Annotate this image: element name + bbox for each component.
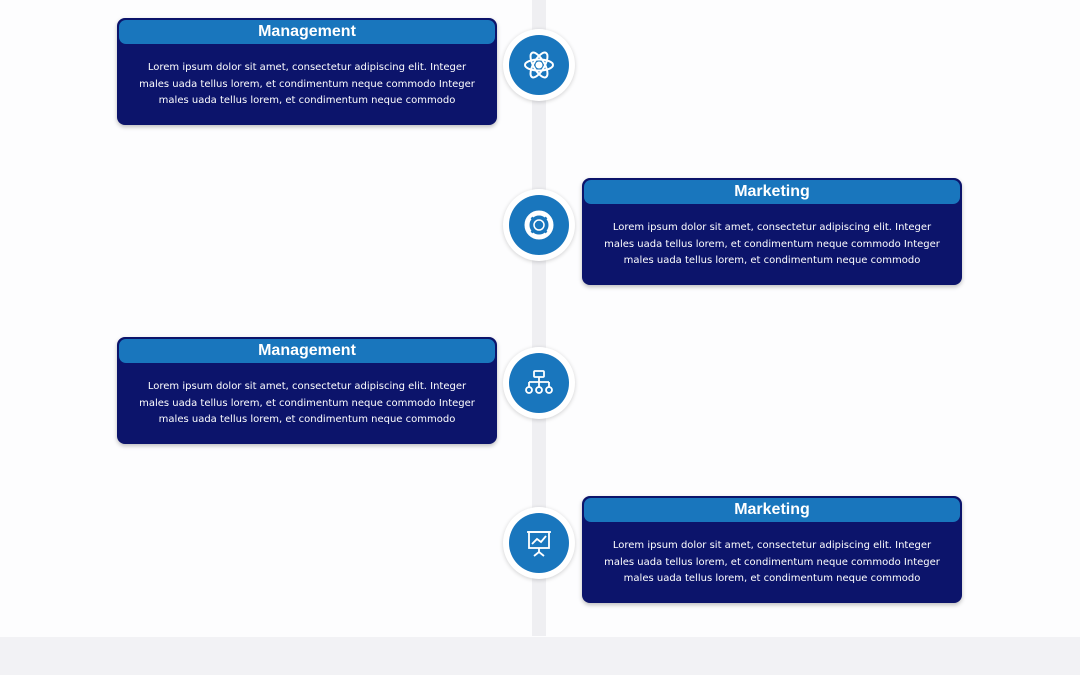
bottom-strip <box>0 637 1080 675</box>
hierarchy-icon <box>522 366 556 400</box>
timeline-card-4 <box>582 496 962 603</box>
timeline-card-3 <box>117 337 497 444</box>
card-title: Marketing <box>584 498 960 522</box>
timeline-node-1 <box>503 29 575 101</box>
card-text: Lorem ipsum dolor sit amet, consectetur adipiscing elit. Integer males uada tellus lorem, et condimentum neque commodo Integer males uada tellus lorem, et condimentum neque commodo <box>139 381 475 425</box>
lifebuoy-icon <box>522 208 556 242</box>
timeline-node-2 <box>503 189 575 261</box>
card-title: Marketing <box>584 180 960 204</box>
card-title: Management <box>119 20 495 44</box>
presentation-chart-icon <box>522 526 556 560</box>
timeline-card-2 <box>582 178 962 285</box>
timeline-node-3 <box>503 347 575 419</box>
atom-icon <box>522 48 556 82</box>
timeline-node-4 <box>503 507 575 579</box>
card-text: Lorem ipsum dolor sit amet, consectetur adipiscing elit. Integer males uada tellus lorem, et condimentum neque commodo Integer males uada tellus lorem, et condimentum neque commodo <box>139 62 475 106</box>
card-text: Lorem ipsum dolor sit amet, consectetur adipiscing elit. Integer males uada tellus lorem, et condimentum neque commodo Integer males uada tellus lorem, et condimentum neque commodo <box>604 540 940 584</box>
card-text: Lorem ipsum dolor sit amet, consectetur adipiscing elit. Integer males uada tellus lorem, et condimentum neque commodo Integer males uada tellus lorem, et condimentum neque commodo <box>604 222 940 266</box>
timeline-card-1 <box>117 18 497 125</box>
card-title: Management <box>119 339 495 363</box>
